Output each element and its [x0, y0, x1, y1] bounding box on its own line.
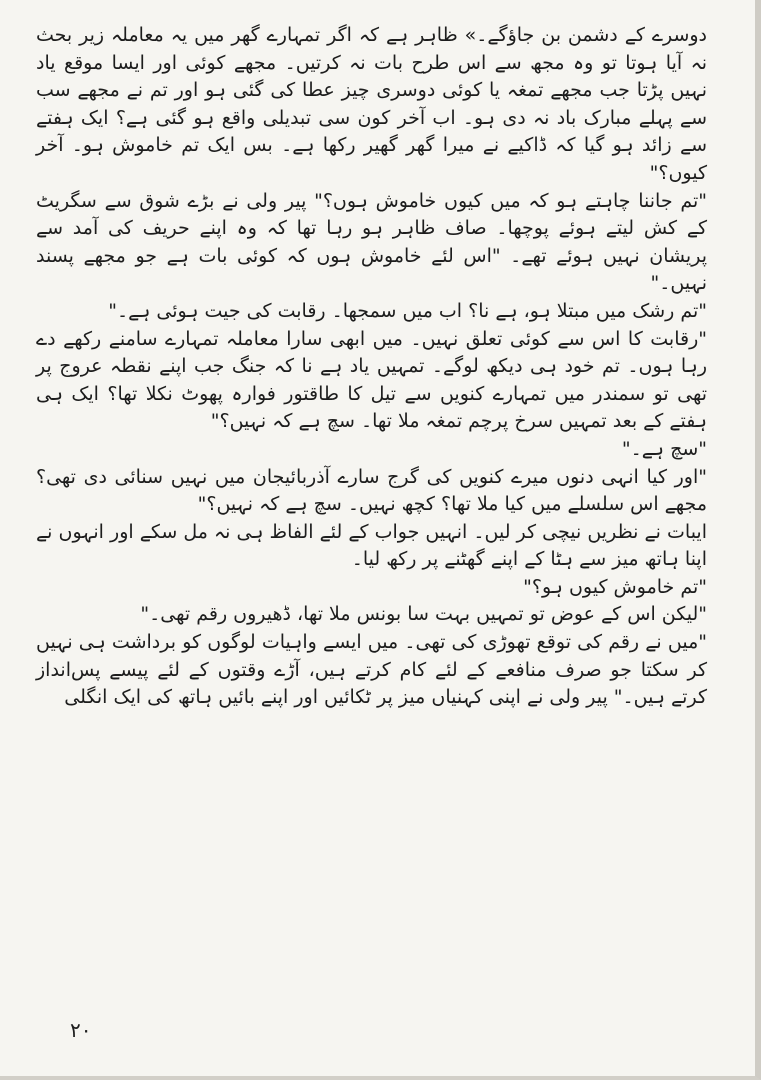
paragraph-9: "لیکن اس کے عوض تو تمہیں بہت سا بونس ملا تھا، ڈھیروں رقم تھی۔" — [140, 603, 707, 626]
paragraph-8: "تم خاموش کیوں ہو؟" — [523, 575, 707, 598]
page-number: ۲۰ — [70, 1018, 92, 1042]
body-text — [36, 22, 707, 712]
paragraph-10: "میں نے رقم کی توقع تھوڑی کی تھی۔ میں ایسے واہیات لوگوں کو برداشت ہی نہیں کر سکتا جو صرف منافعے کے لئے کام کرتے ہیں، آڑے وقتوں کے لئے پیسے پس‌انداز کرتے ہیں۔" پیر ولی نے اپنی کہنیاں میز پر ٹکائیں اور اپنے بائیں ہاتھ کی ایک انگلی — [36, 631, 707, 709]
paragraph-5: "سچ ہے۔" — [621, 437, 707, 460]
paragraph-6: "اور کیا انہی دنوں میرے کنویں کی گرج سارے آذربائیجان میں نہیں سنائی دی تھی؟ مجھے اس سلسلے میں کیا ملا تھا؟ کچھ نہیں۔ سچ ہے کہ نہیں؟" — [36, 465, 707, 516]
paragraph-2: "تم جاننا چاہتے ہو کہ میں کیوں خاموش ہوں؟" پیر ولی نے بڑے شوق سے سگریٹ کے کش لیتے ہوئے پوچھا۔ صاف ظاہر ہو رہا تھا کہ وہ اپنے حریف کی آمد سے پریشان نہیں ہوئے تھے۔ "اس لئے خاموش ہوں کہ کوئی بات ہے جو مجھے پسند نہیں۔" — [36, 189, 707, 295]
paragraph-3: "تم رشک میں مبتلا ہو، ہے نا؟ اب میں سمجھا۔ رقابت کی جیت ہوئی ہے۔" — [108, 299, 707, 322]
paragraph-4: "رقابت کا اس سے کوئی تعلق نہیں۔ میں ابھی سارا معاملہ تمہارے سامنے رکھے دے رہا ہوں۔ تم خود ہی دیکھ لوگے۔ تمہیں یاد ہے نا کہ جنگ جب اپنے نقطہ عروج پر تھی تو سمندر میں تمہارے کنویں سے تیل کا طاقتور فوارہ پھوٹ نکلا تھا؟ ایک ہی ہفتے کے بعد تمہیں سرخ پرچم تمغہ ملا تھا۔ سچ ہے کہ نہیں؟" — [36, 327, 707, 433]
paragraph-7: ایبات نے نظریں نیچی کر لیں۔ انہیں جواب کے لئے الفاظ ہی نہ مل سکے اور انہوں نے اپنا ہاتھ میز سے ہٹا کے اپنے گھٹنے پر رکھ لیا۔ — [36, 520, 707, 571]
paragraph-1: دوسرے کے دشمن بن جاؤگے۔» ظاہر ہے کہ اگر تمہارے گھر میں یہ معاملہ زیر بحث نہ آیا ہوتا تو وہ مجھ سے اس طرح بات نہ کرتیں۔ مجھے کوئی اور ایسا موقع یاد نہیں پڑتا جب مجھے تمغہ یا کوئی دوسری چیز عطا کی گئی ہو اور تم نے مجھے سب سے پہلے مبارک باد نہ دی ہو۔ اب آخر کون سی تبدیلی واقع ہو گئی ہے؟ ایک ہفتے سے زائد ہو گیا کہ ڈاکیے نے میرا گھر گھیر رکھا ہے۔ بس ایک تم خاموش ہو۔ آخر کیوں؟" — [36, 24, 707, 184]
